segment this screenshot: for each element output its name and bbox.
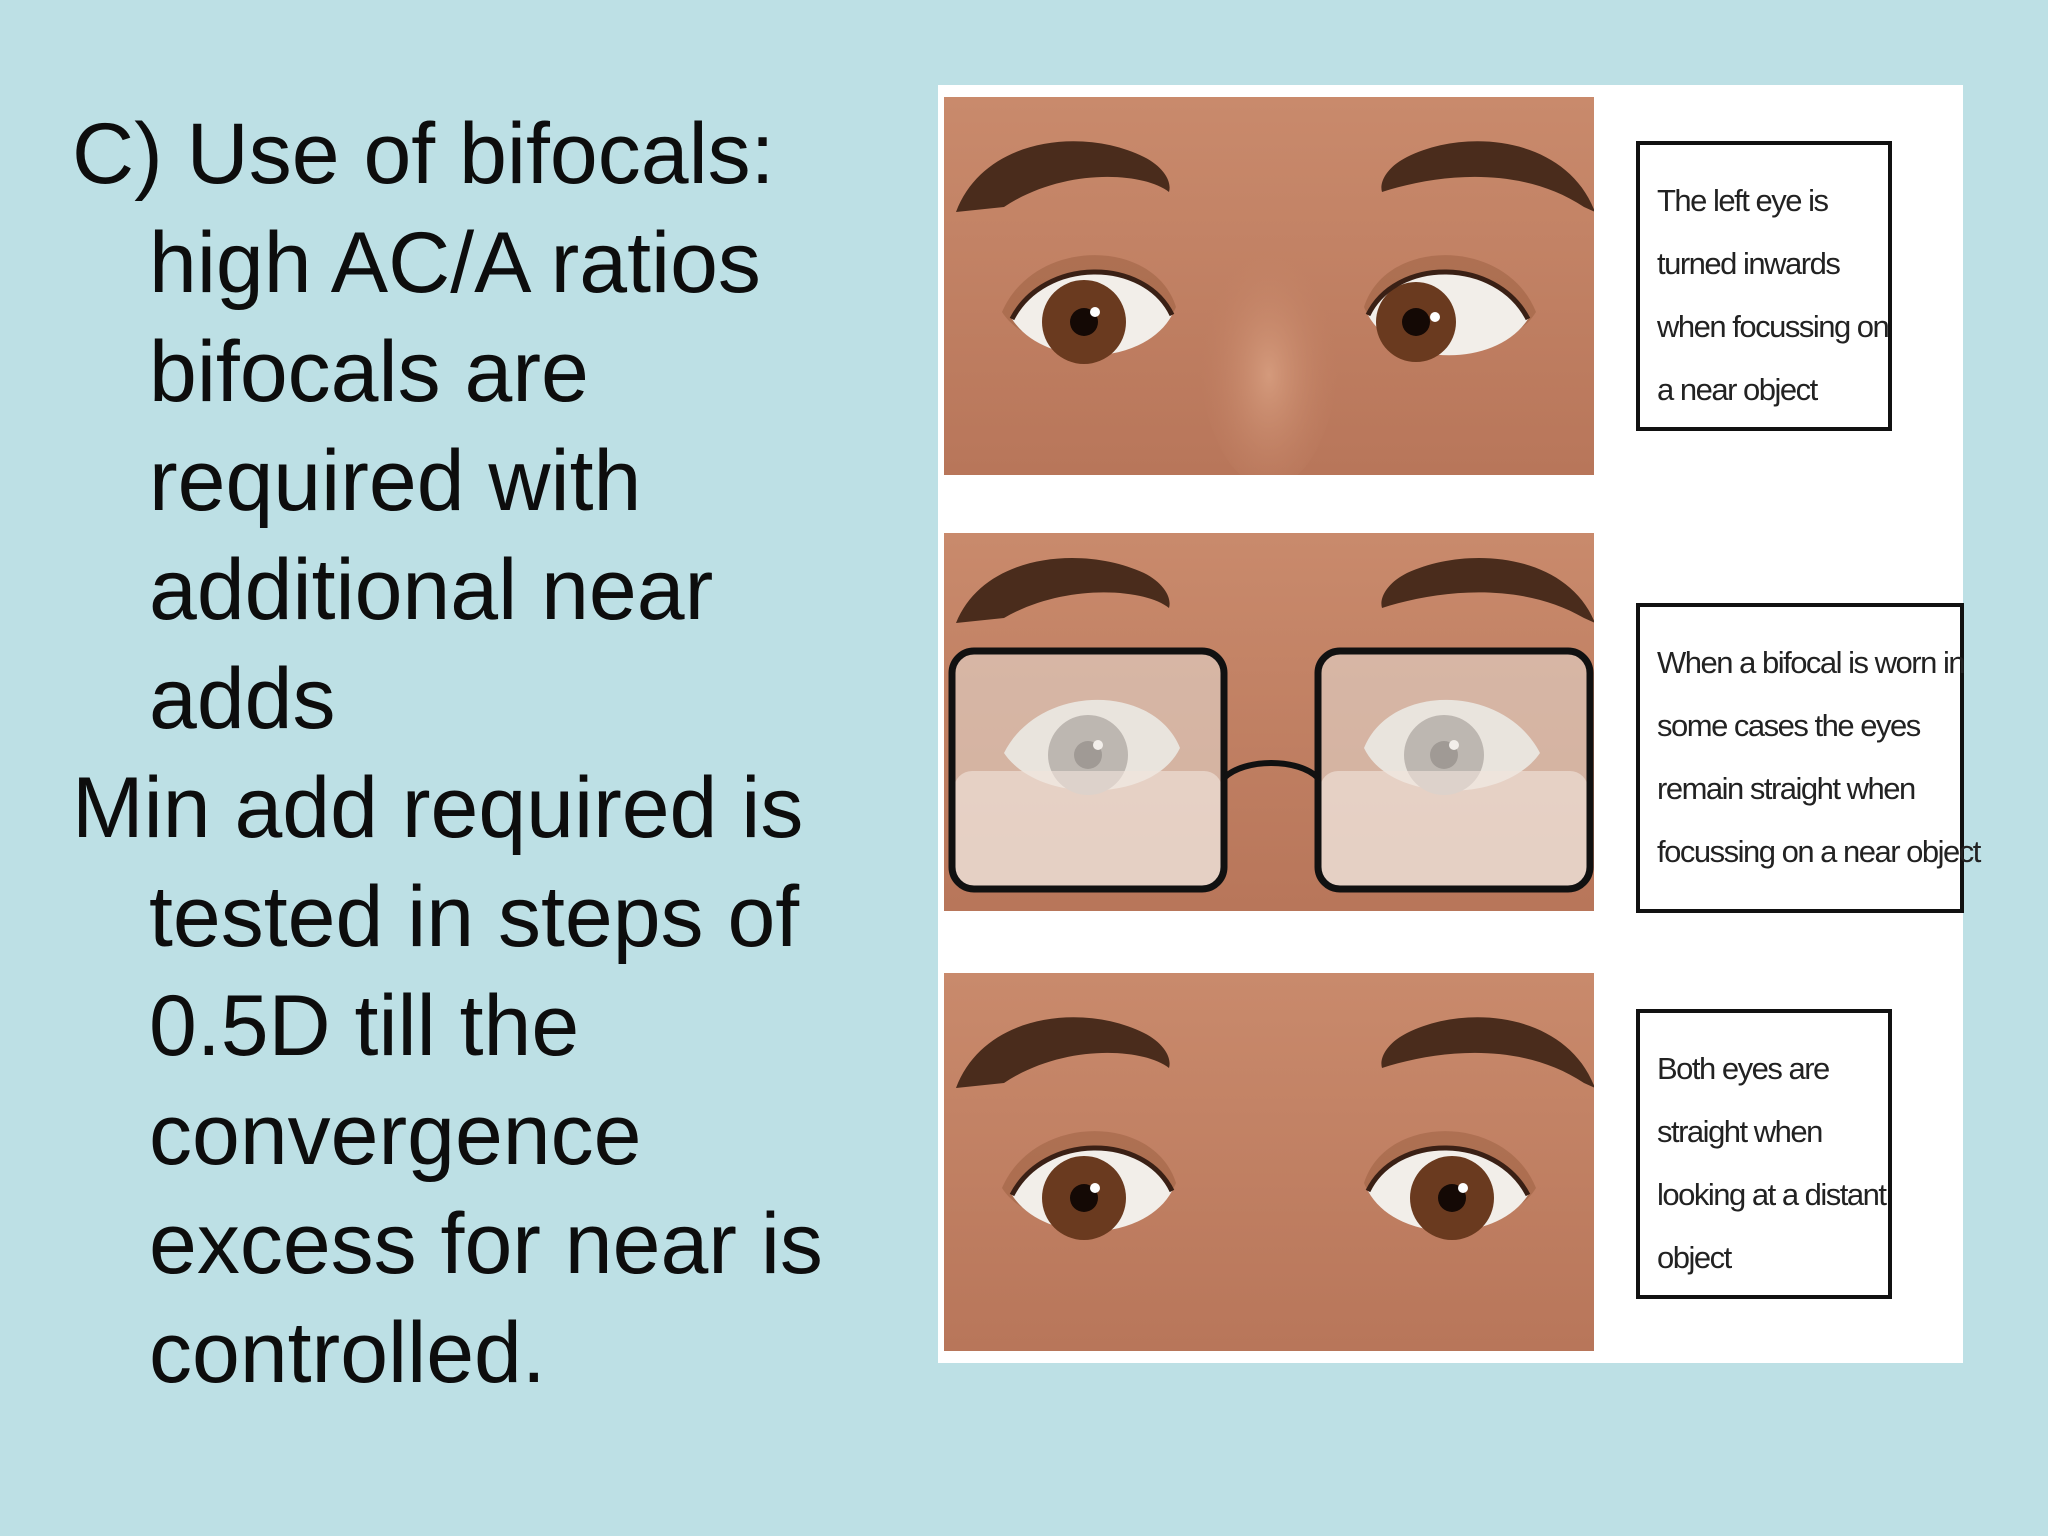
caption-line: remain straight when <box>1657 771 1915 806</box>
face-eyes-straight-illustration <box>944 973 1594 1351</box>
bullet-line: 0.5D till the <box>149 978 580 1074</box>
bullet-line: bifocals are <box>149 324 589 420</box>
slide-text-list <box>72 100 892 1408</box>
caption-line: a near object <box>1657 372 1817 407</box>
bullet-line: excess for near is <box>149 1196 823 1292</box>
caption-line: some cases the eyes <box>1657 708 1920 743</box>
caption-line: looking at a distant <box>1657 1177 1886 1212</box>
bullet-min-add <box>72 754 892 1408</box>
bullet-line: high AC/A ratios <box>149 215 761 311</box>
panel-bifocal-glasses <box>944 533 1594 911</box>
eye-illustration-figure <box>938 85 1980 1363</box>
face-with-bifocals-illustration <box>944 533 1594 911</box>
bullet-line: controlled. <box>149 1305 546 1401</box>
bullet-line: adds <box>149 651 336 747</box>
caption-bifocal-glasses <box>1636 603 1980 913</box>
caption-line: focussing on a near object <box>1657 834 1980 869</box>
caption-line: The left eye is <box>1657 183 1828 218</box>
caption-line: when focussing on <box>1657 309 1889 344</box>
caption-eyes-straight <box>1636 1009 1892 1299</box>
bullet-line: required with <box>149 433 642 529</box>
bullet-line: Min add required is <box>72 760 804 856</box>
caption-line: turned inwards <box>1657 246 1840 281</box>
caption-line: straight when <box>1657 1114 1822 1149</box>
caption-eye-turned-inwards <box>1636 141 1892 431</box>
bullet-line: convergence <box>149 1087 642 1183</box>
caption-line: When a bifocal is worn in <box>1657 645 1965 680</box>
caption-line: Both eyes are <box>1657 1051 1829 1086</box>
bullet-line: C) Use of bifocals: <box>72 106 775 202</box>
caption-line: object <box>1657 1240 1731 1275</box>
panel-eyes-straight <box>944 973 1594 1351</box>
face-eyes-turned-illustration <box>944 97 1594 475</box>
bullet-line: additional near <box>149 542 714 638</box>
bullet-use-of-bifocals <box>72 100 892 754</box>
bullet-line: tested in steps of <box>149 869 800 965</box>
panel-eye-turned-inwards <box>944 97 1594 475</box>
